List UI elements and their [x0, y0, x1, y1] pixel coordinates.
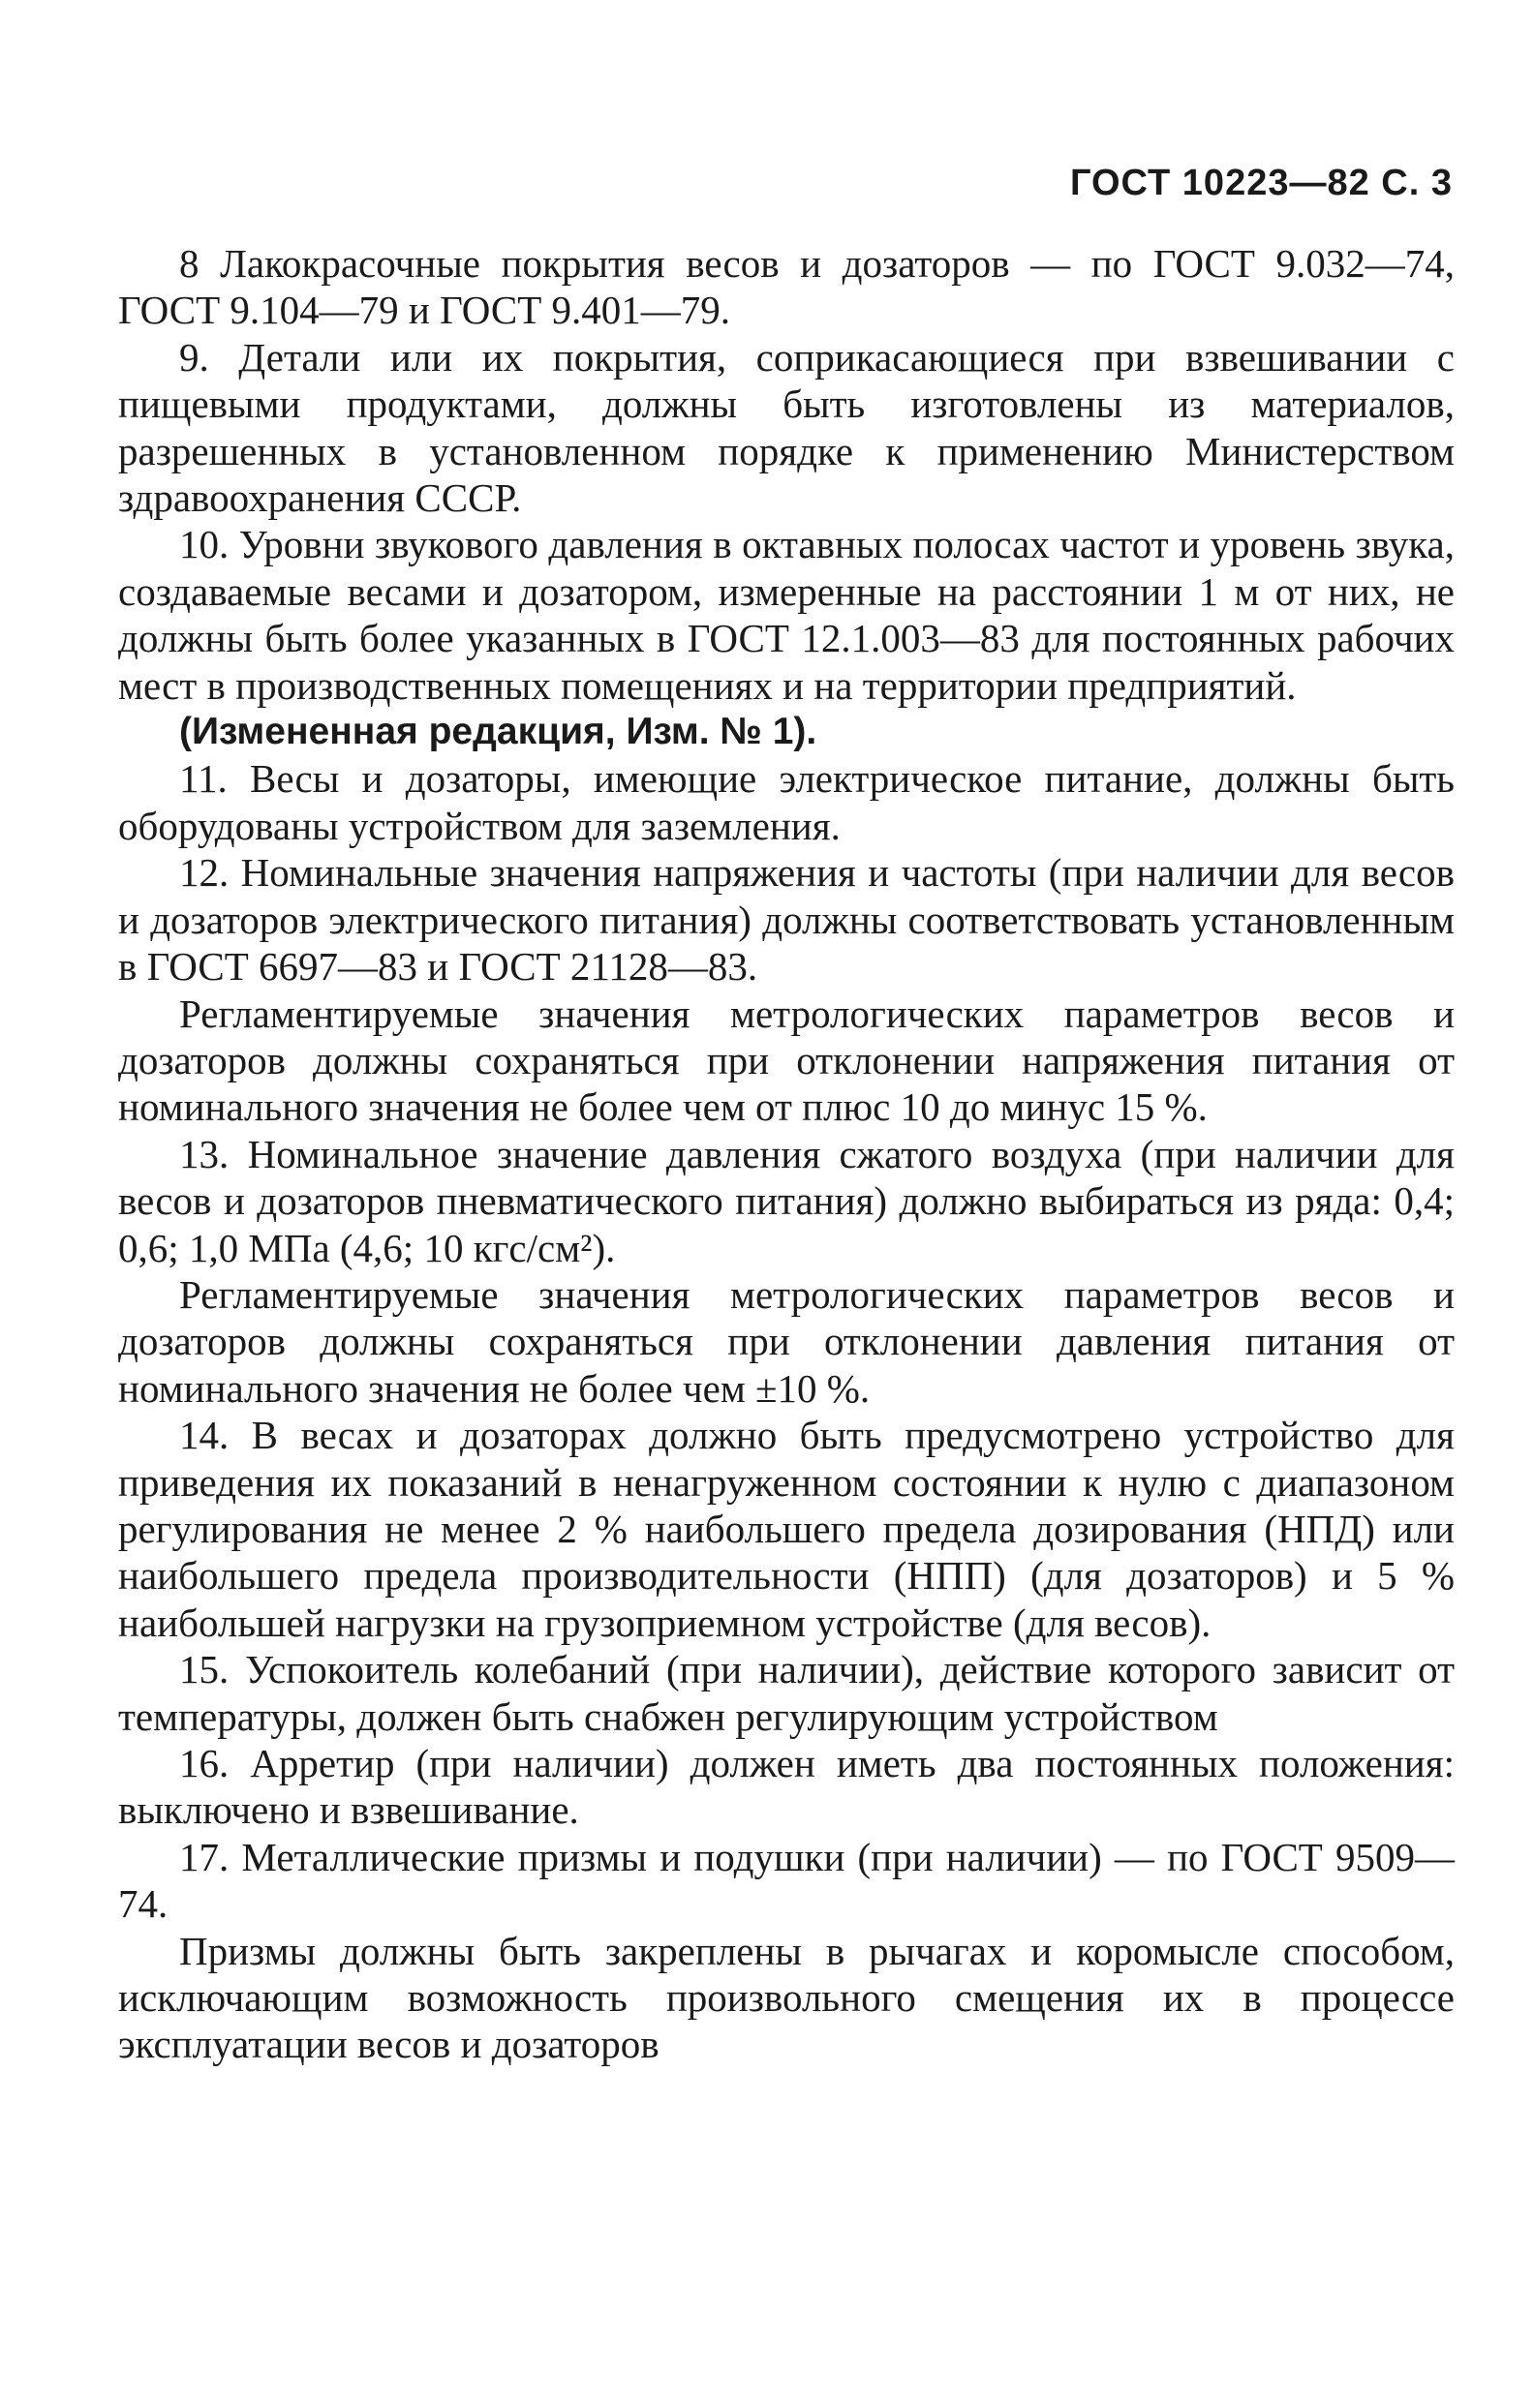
paragraph-8: 8 Лакокрасочные покрытия весов и дозаторов — по ГОСТ 9.032—74, ГОСТ 9.104—79 и ГОСТ 9.401—79.: [118, 241, 1455, 333]
paragraph-14: 14. В весах и дозаторах должно быть предусмотрено устройство для приведения их показаний в ненагруженном состоянии к нулю с диапазоном регулирования не менее 2 % наибольшего предела дозирования (НПД) или наибольшего предела производительности (НПП) (для дозаторов) и 5 % наибольшей нагрузки на грузоприемном устройстве (для весов).: [118, 1413, 1455, 1645]
paragraph-13: 13. Номинальное значение давления сжатого воздуха (при наличии для весов и дозаторов пневматического питания) должно выбираться из ряда: 0,4; 0,6; 1,0 МПа (4,6; 10 кгс/см²).: [118, 1131, 1455, 1270]
paragraph-12-note: Регламентируемые значения метрологических параметров весов и дозаторов должны сохраняться при отклонении напряжения питания от номинального значения не более чем от плюс 10 до минус 15 %.: [118, 991, 1455, 1130]
paragraph-17-note: Призмы должны быть закреплены в рычагах и коромысле способом, исключающим возможность произвольного смещения их в процессе эксплуатации весов и дозаторов: [118, 1928, 1455, 2067]
paragraph-9: 9. Детали или их покрытия, соприкасающиеся при взвешивании с пищевыми продуктами, должны быть изготовлены из материалов, разрешенных в установленном порядке к применению Министерством здравоохранения СССР.: [118, 334, 1455, 521]
paragraph-15: 15. Успокоитель колебаний (при наличии), действие которого зависит от температуры, должен быть снабжен регулирующим устройством: [118, 1647, 1455, 1739]
paragraph-17: 17. Металлические призмы и подушки (при наличии) — по ГОСТ 9509—74.: [118, 1834, 1455, 1927]
paragraph-10: 10. Уровни звукового давления в октавных полосах частот и уровень звука, создаваемые весами и дозатором, измеренные на расстоянии 1 м от них, не должны быть более указанных в ГОСТ 12.1.003—83 для постоянных рабочих мест в производственных помещениях и на территории предприятий.: [118, 522, 1455, 708]
paragraph-13-note: Регламентируемые значения метрологических параметров весов и дозаторов должны сохраняться при отклонении давления питания от номинального значения не более чем ±10 %.: [118, 1271, 1455, 1411]
document-body: [118, 240, 1455, 2068]
running-head: ГОСТ 10223—82 С. 3: [1069, 163, 1453, 203]
paragraph-12: 12. Номинальные значения напряжения и частоты (при наличии для весов и дозаторов электрического питания) должны соответствовать установленным в ГОСТ 6697—83 и ГОСТ 21128—83.: [118, 850, 1455, 990]
paragraph-16: 16. Арретир (при наличии) должен иметь два постоянных положения: выключено и взвешивание.: [118, 1741, 1455, 1833]
paragraph-11: 11. Весы и дозаторы, имеющие электрическое питание, должны быть оборудованы устройством для заземления.: [118, 756, 1455, 848]
amendment-note: (Измененная редакция, Изм. № 1).: [179, 711, 817, 753]
